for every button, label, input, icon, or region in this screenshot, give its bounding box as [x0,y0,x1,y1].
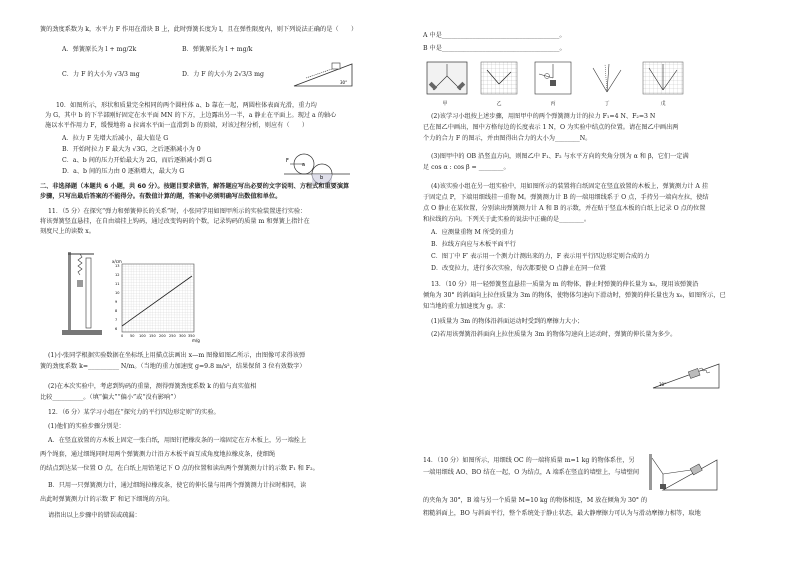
q12-3-line-1: (3)图甲中的 OB 沿竖直方向，则图乙中 F₁、F₂ 与水平方向的夹角分别为 α 和 β，它们一定满 [431,153,689,160]
q12-2-line-3: 个力的合力 F 的图示，并由图得出合力的大小为________N。 [423,135,592,142]
xtick: 150 [149,334,156,338]
q14-line-1: 14．（10 分）如图所示，用细线 OC 的一端将质量 m=1 kg 的物体系住，另 [423,457,635,464]
q14-line-4: 粗糙斜面上，BO 与斜面平行，整个系统处于静止状态，最大静摩擦力可认为与滑动摩擦力相等，取地 [423,510,701,517]
ytick: 6 [115,327,118,331]
xtick: 350 [188,334,195,338]
q9-intro: 簧的劲度系数为 k，水平力 F 作用在滑块 B 上，此时弹簧长度为 l，且在弹性限度内，则下列说法正确的是（ ） [40,26,358,33]
ytick: 10 [115,291,120,295]
q14-wall-incline-figure [647,452,719,492]
q11-xm-graph [112,258,200,346]
graph-ylabel: x/cm [112,259,122,264]
q11-line-3: 刻度尺上的读数 x。 [40,228,95,235]
svg-text:b: b [320,175,324,181]
right-column [397,0,794,562]
q12-4-option-c: C．图丁中 F′ 表示用一个测力计测出来的力，F 表示用平行四边形定则合成的力 [431,253,650,260]
xtick: 50 [130,334,135,338]
incline-angle-label: 30° [659,382,667,387]
q12-4-option-b: B．拉线方向应与木板平面平行 [431,241,516,248]
q12-4-line-2: 于固定点 P，下端用细线挂一重物 M。弹簧测力计 B 的一端用细线系于 O 点，手持另一端向左拉，使结 [423,194,709,201]
graph-xlabel: m/g [192,338,200,343]
q12-line-6: B．只用一只弹簧测力计，通过细绳拉橡皮条，使它的伸长量与用两个弹簧测力计拉时相同，读 [48,482,307,489]
q12-figure-yi [479,60,519,96]
q13-line-2: 倾角为 30° 的斜面向上拉住质量为 3m 的物体，使物体匀速向下滑动时，弹簧的伸长量也为 x₀，如图所示，已 [423,292,726,299]
q9-option-c: C．力 F 的大小为 √3/3 mg [62,71,140,78]
q12-2-line-1: (2)该学习小组按上述步骤，用图甲中的两个弹簧测力计的拉力 F₁=4 N、F₂=3 N [431,113,656,120]
q12-figure-jia [425,60,469,96]
xtick: 0 [121,334,124,338]
ytick: 7 [115,318,118,322]
q12-line-4: 两个绳套，通过细绳同时用两个弹簧测力计沿方木板平面互成角度地拉橡皮条，使细绳 [40,451,276,458]
q12-line-5: 的结点到达某一位置 O 点，在白纸上用铅笔记下 O 点的位置和读出两个弹簧测力计的示数 F₁ 和 F₂。 [40,465,319,472]
svg-text:a: a [302,162,306,168]
q13-part-1: (1)质量为 3m 的物体沿斜面运动时受到的摩擦力大小； [431,318,584,325]
ytick: 9 [115,300,118,304]
fill-line-a: A 中是______________________________________。 [423,32,566,39]
q12-line-2: (1)他们的实验步骤分别是： [48,423,125,430]
caption-ding: 丁 [604,101,610,107]
xtick: 300 [179,334,186,338]
q10-line-1: 10．如图所示，形状和质量完全相同的两个圆柱体 a、b 靠在一起，两圆柱体表面光滑，重力均 [56,102,317,109]
q9-option-a: A．弹簧原长为 l + mg/2k [62,46,137,53]
q10-line-3: 施以水平作用力 F，缓慢地将 a 拉离水平面一直滑到 b 的顶端，对该过程分析，则应有（ ） [45,122,309,129]
ytick: 8 [115,309,118,313]
xtick: 250 [169,334,176,338]
q10-option-b: B．开始时拉力 F 最大为 √3G，之后逐渐减小为 0 [62,146,201,153]
q12-4-line-3: 点 O 静止在某位置，分别读出弹簧测力计 A 和 B 的示数，并在贴于竖直木板的白纸上记录 O 点的位置 [423,205,706,212]
q13-line-3: 知当地的重力加速度为 g。求： [423,303,510,310]
q11-part-2b: 比较__________。（填“偏大”“偏小”或“没有影响”） [40,394,180,401]
q12-figure-bing [533,60,573,96]
svg-text:F: F [286,158,289,164]
section-2-heading-1: 二、非选择题（本题共 6 小题，共 60 分）。按题目要求做答，解答题应写出必要的文字说明、方程式和重要演算 [40,183,350,190]
q9-option-d: D．力 F 的大小为 2√3/3 mg [182,71,264,78]
section-2-heading-2: 步骤，只写出最后答案的不能得分。有数值计算的题，答案中必须明确写出数值和单位。 [40,193,282,200]
q10-option-c: C．a、b 间的压力开始最大为 2G，而后逐渐减小到 G [62,157,212,164]
q12-line-3: A．在竖直放置的方木板上固定一张白纸，用图钉把橡皮条的一端固定在方木板上，另一端拴上 [48,437,307,444]
q11-part-2a: (2)在本次实验中，考虑到钩码的重量，测得弹簧劲度系数 k 的值与真实值相 [48,383,257,390]
q11-line-2: 将该弹簧竖直悬挂，在自由端挂上钩码，通过改变钩码的个数，记录钩码的质量 m 和弹簧上指针在 [40,218,310,225]
q12-2-line-2: 已在图乙中画出，图中方格每边的长度表示 1 N，O 为实验中结点的位置。请在图乙中画出两 [423,124,679,131]
xtick: 100 [139,334,146,338]
ytick: 11 [115,282,120,286]
fill-line-b: B 中是______________________________________。 [423,45,566,52]
q12-line-8: 请指出以上步骤中的错误或疏漏： [48,512,141,519]
caption-yi: 乙 [496,101,502,107]
caption-jia: 甲 [442,101,448,107]
q11-part-1b: 簧的劲度系数 k=__________ N/m。（当地的重力加速度 g=9.8 m/s²，结果保留 3 位有效数字） [40,363,306,370]
q11-spring-apparatus [60,244,104,338]
q12-4-option-a: A．应测量重物 M 所受的重力 [431,229,514,236]
caption-wu: 戊 [660,101,666,107]
q11-line-1: 11．（5 分）在探究“弹力和弹簧伸长的关系”时，小张同学用如图甲所示的实验装置进行实验： [48,208,307,215]
q13-incline-figure [651,358,721,390]
q10-option-a: A．拉力 F 先增大后减小，最大值是 G [62,135,169,142]
q13-part-2: (2)若用该弹簧沿斜面向上拉住质量为 3m 的物体匀速向上运动时，弹簧的伸长量为多少。 [431,331,677,338]
q12-line-7: 出此时弹簧测力计的示数 F′ 和记下细绳的方向。 [40,496,174,503]
q12-figure-wu [641,60,685,96]
q10-option-d: D．a、b 间的压力由 0 逐渐增大，最大为 G [62,168,185,175]
q12-figure-ding [587,60,627,96]
q9-option-b: B．弹簧原长为 l + mg/k [182,46,253,53]
ytick: 13 [115,264,120,268]
q14-line-2: 一端用细线 AO、BO 结在一起，O 为结点，A 端系在竖直的墙壁上，与墙壁间 [423,469,640,476]
q10-line-2: 为 G，其中 b 的下半部刚好固定在水平面 MN 的下方，上边露出另一半，a 静止在平面上。现过 a 的轴心 [45,112,337,119]
caption-bing: 丙 [550,101,556,107]
q11-part-1a: (1)小张同学根据实验数据在坐标纸上用描点法画出 x—m 图像如图乙所示，由图像可求得该弹 [48,352,306,359]
q12-line-1: 12．（6 分）某学习小组在“探究力的平行四边形定则”的实验。 [48,409,220,416]
q12-4-line-4: 和拉线的方向。下列关于此实验的说法中正确的是________。 [423,216,591,223]
q12-4-option-d: D．改变拉力，进行多次实验，每次都要使 O 点静止在同一位置 [431,265,606,272]
q14-line-3: 的夹角为 30°，B 端与另一个质量 M=10 kg 的物体相连，M 放在倾角为 30° 的 [423,497,648,504]
svg-text:30°: 30° [340,80,348,85]
q9-incline-figure [292,58,354,88]
xtick: 200 [159,334,166,338]
q12-3-line-2: 足 cos α : cos β = ________。 [423,164,510,171]
ytick: 12 [115,273,120,277]
q13-line-1: 13．（10 分）用一轻弹簧竖直悬挂一质量为 m 的物体，静止时弹簧的伸长量为 x₀，现用该弹簧沿 [431,281,699,288]
q12-4-line-1: (4)该实验小组在另一组实验中，用如图所示的装置将白纸固定在竖直放置的木板上，弹簧测力计 A 挂 [431,183,709,190]
